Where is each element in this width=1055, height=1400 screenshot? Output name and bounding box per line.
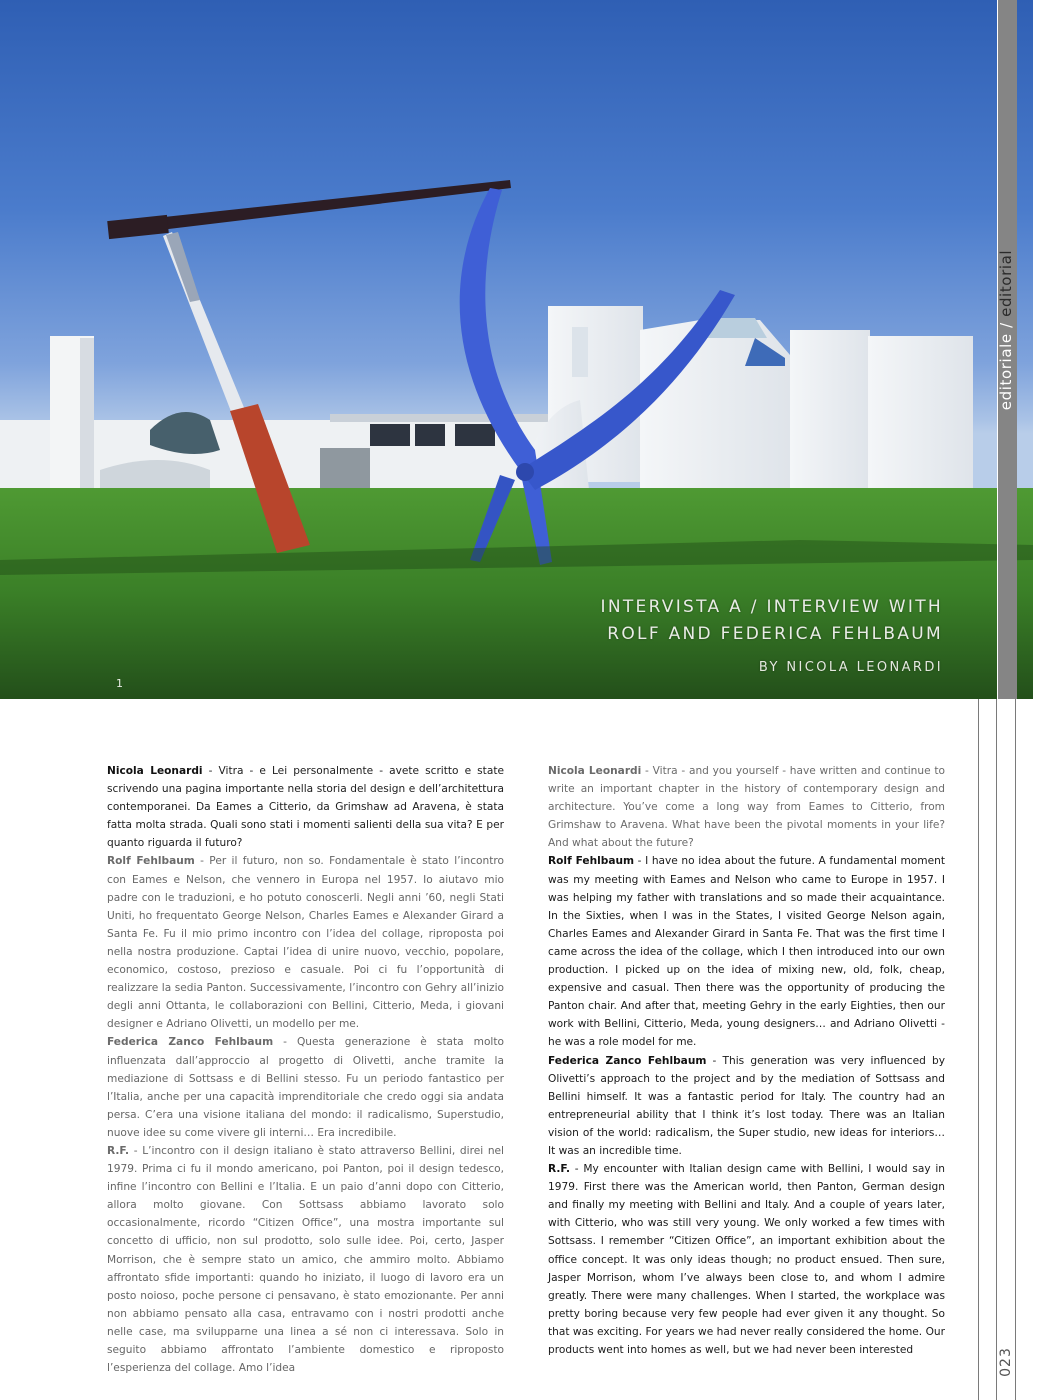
paragraph-text: - My encounter with Italian design came with Bellini, I would say in 1979. First there was the American world, then Panton, German design and finally my meeting with Bellini and Italy. And a couple of years later, with Citterio, who was still very young. We only worked a few times with Sottsass. I remember “Citizen Office”, an important exhibition about the office concept. It was only ideas though; no product ensued. Then sure, Jasper Morrison, whom I’ve always been close to, and whom I admire greatly. There were many challenges. When I started, the workplace was pretty boring because very few people had ever given it any thought. So that was exciting. For years we had never really considered the home. Our products went into homes as well, but we had never been interested — [548, 1163, 945, 1356]
photo-caption-number: 1 — [116, 677, 123, 690]
speaker-name: Rolf Fehlbaum — [548, 855, 635, 868]
speaker-name: R.F. — [107, 1144, 130, 1157]
paragraph-answer — [107, 852, 504, 1033]
sculpture-beam — [108, 180, 511, 236]
paragraph-text: - L’incontro con il design italiano è stato attraverso Bellini, direi nel 1979. Prima ci fu il mondo americano, poi Panton, poi il design tedesco, infine l’incontro con Bellini e l’Italia. E un paio d’anni dopo con Citterio, allora molto giovane. Con Sottsass abbiamo lavorato solo occasionalmente, ricordo “Citizen Office”, una mostra importante sul concetto di ufficio, non sul prodotto, solo sulle idee. Poi, certo, Jasper Morrison, che è sempre stato un amico, che ammiro molto. Abbiamo affrontato sfide importanti: quando ho iniziato, il luogo di lavoro era un posto noioso, poche persone ci pensavano, è stato emozionante. Per anni non abbiamo pensato alla casa, entravamo con i nostri prodotti anche nelle case, ma svilupparne una linea a sé non ci interessava. Solo in seguito abbiamo affrontato l’ambiente domestico e riproposto l’esperienza del collage. Amo l’idea — [107, 1144, 504, 1375]
paragraph-text: - Vitra - and you yourself - have written and continue to write an important chapter in the history of contemporary design and architecture. You’ve come a long way from Eames to Citterio, from Grimshaw to Aravena. What have been the pivotal moments in your life? And what about the future? — [548, 765, 945, 850]
margin-rule — [996, 699, 997, 1400]
paragraph-answer — [107, 1142, 504, 1377]
article-title-line-2: ROLF AND FEDERICA FEHLBAUM — [607, 624, 943, 644]
speaker-name: Federica Zanco Fehlbaum — [107, 1036, 274, 1049]
article-column-italian — [107, 762, 504, 1377]
paragraph-answer — [548, 852, 945, 1051]
speaker-name: Rolf Fehlbaum — [107, 855, 195, 868]
section-label-separator: / — [997, 316, 1015, 334]
page-number: 023 — [998, 1347, 1014, 1377]
paragraph-text: - This generation was very influenced by Olivetti’s approach to the project and by the mediation of Sottsass and Bellini himself. It was a fantastic period for Italy. The country had an entrepreneurial ability that I think it’s lost today. There was an Italian vision of the world: radicalism, the Super studio, new ideas for interiors… It was an incredible time. — [548, 1054, 945, 1157]
article-title — [601, 594, 943, 648]
speaker-name: Nicola Leonardi — [107, 765, 203, 777]
paragraph-question — [107, 762, 504, 852]
hero-photo — [0, 0, 1033, 699]
speaker-name: R.F. — [548, 1163, 571, 1176]
section-label — [997, 250, 1015, 410]
article-byline: BY NICOLA LEONARDI — [758, 660, 943, 675]
margin-rule — [978, 699, 979, 1400]
paragraph-question — [548, 762, 945, 852]
speaker-name: Nicola Leonardi — [548, 765, 642, 777]
paragraph-answer — [548, 1052, 945, 1161]
article-title-line-1: INTERVISTA A / INTERVIEW WITH — [600, 597, 943, 617]
paragraph-answer — [548, 1160, 945, 1359]
section-label-en: editorial — [997, 249, 1015, 317]
article-column-english — [548, 762, 945, 1359]
paragraph-text: - I have no idea about the future. A fundamental moment was my meeting with Eames and Nelson who came to Europe in 1957. I was helping my father with translations and so made their acquaintance. In the Sixties, when I was in the States, I visited George Nelson again, Charles Eames and Alexander Girard in Santa Fe. That was the first time I came across the idea of the collage, which I then introduced into our own production. I picked up on the idea of mixing new, old, folk, cheap, expensive and casual. Then there was the opportunity of producing the Panton chair. And after that, meeting Gehry in the early Eighties, then our work with Bellini, Citterio, Meda, young designers… and Adriano Olivetti - he was a role model for me. — [548, 855, 945, 1049]
section-label-it: editoriale — [997, 333, 1015, 411]
margin-rule — [1015, 699, 1016, 1400]
paragraph-answer — [107, 1033, 504, 1142]
paragraph-text: - Questa generazione è stata molto influenzata dall’approccio al progetto di Olivetti, anche tramite la mediazione di Sottsass e di Bellini stesso. Fu un periodo fantastico per l’Italia, anche per una capacità imprenditoriale che credo oggi sia andata persa. C’era una visione italiana del mondo: il radicalismo, Superstudio, nuove idee su come vivere gli interni… Era incredibile. — [107, 1036, 505, 1139]
paragraph-text: - Vitra - e Lei personalmente - avete scritto e state scrivendo una pagina importante nella storia del design e dell’architettura contemporanei. Da Eames a Citterio, da Grimshaw ad Aravena, è stata fatta molta strada. Quali sono stati i momenti salienti della sua vita? E per quanto riguarda il futuro? — [107, 765, 504, 850]
paragraph-text: - Per il futuro, non so. Fondamentale è stato l’incontro con Eames e Nelson, che vennero in Europa nel 1957. Io aiutavo mio padre con le traduzioni, e ho potuto conoscerli. Negli anni ’60, negli Stati Uniti, ho frequentato George Nelson, Charles Eames e Alexander Girard a Santa Fe. Fu il mio primo incontro con l’idea del collage, riproposta poi nella nostra produzione. Captai l’idea di unire nuovo, vecchio, popolare, economico, costoso, prezioso e casuale. Poi ci fu l’opportunità di realizzare la sedia Panton. Successivamente, l’incontro con Gehry all’inizio degli anni Ottanta, le collaborazioni con Bellini, Citterio, Meda, i giovani designer e Adriano Olivetti, un modello per me. — [107, 855, 504, 1031]
speaker-name: Federica Zanco Fehlbaum — [548, 1054, 707, 1067]
